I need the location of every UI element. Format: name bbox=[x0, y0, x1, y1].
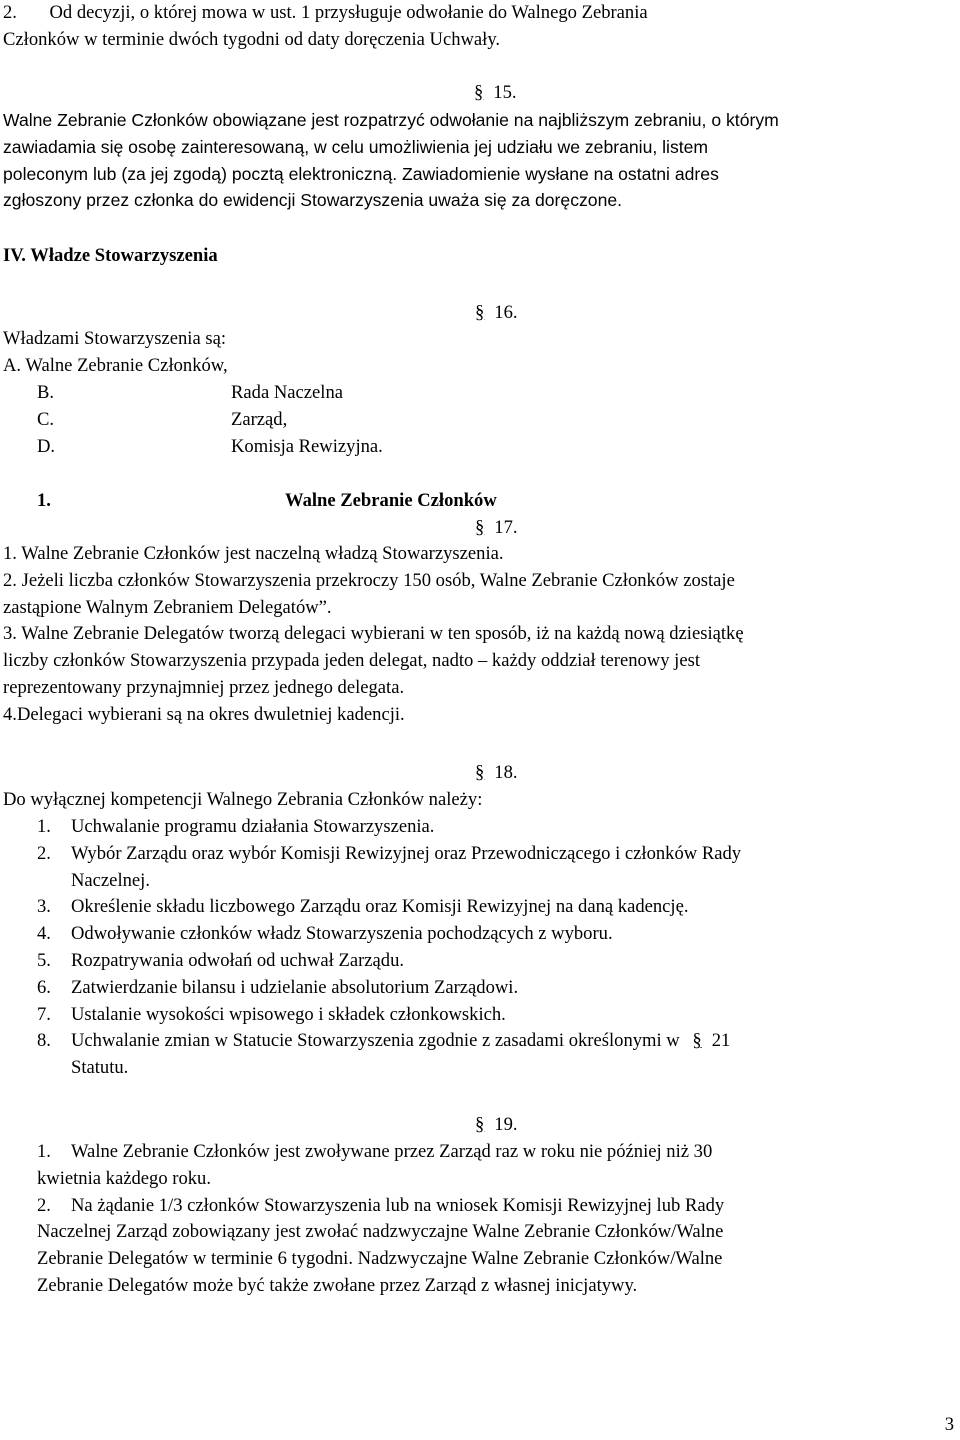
section-symbol bbox=[475, 760, 494, 787]
section-15-body bbox=[3, 107, 960, 214]
text-line: 2. Od decyzji, o której mowa w ust. 1 przysługuje odwołanie do Walnego Zebrania bbox=[3, 2, 648, 23]
section-symbol bbox=[474, 80, 493, 107]
subsection-title: Walne Zebranie Członków bbox=[285, 490, 497, 511]
item-text: Odwoływanie członków władz Stowarzyszenia pochodzących z wyboru. bbox=[71, 923, 613, 945]
paragraph-2 bbox=[3, 0, 960, 54]
item-text: Walne Zebranie Członków jest zwoływane przez Zarząd raz w roku nie później niż 30 bbox=[71, 1141, 713, 1162]
section-18-heading bbox=[475, 760, 960, 787]
section-18-intro: Do wyłącznej kompetencji Walnego Zebrania Członków należy: bbox=[3, 789, 483, 810]
section-17-heading bbox=[475, 515, 960, 542]
item-number: 7. bbox=[37, 1003, 51, 1025]
list-item bbox=[37, 841, 960, 868]
text-line: zastąpione Walnym Zebraniem Delegatów”. bbox=[3, 596, 332, 618]
item-text: Komisja Rewizyjna. bbox=[231, 436, 383, 457]
item-number: 2. bbox=[37, 842, 51, 864]
list-item bbox=[37, 921, 960, 948]
text-line: zgłoszony przez członka do ewidencji Stowarzyszenia uważa się za doręczone. bbox=[3, 190, 623, 211]
item-number: 2. bbox=[37, 1194, 51, 1216]
section-16-intro: Władzami Stowarzyszenia są: bbox=[3, 328, 227, 349]
section-17-body bbox=[3, 541, 960, 729]
section-symbol bbox=[475, 300, 494, 327]
list-item-continuation: Naczelnej Zarząd zobowiązany jest zwołać nadzwyczajne Walne Zebranie Członków/Walne bbox=[37, 1221, 724, 1243]
item-text: Zarząd, bbox=[231, 409, 288, 430]
text-line: Członków w terminie dwóch tygodni od daty doręczenia Uchwały. bbox=[3, 28, 501, 50]
section-symbol bbox=[475, 515, 494, 542]
text-line: liczby członków Stowarzyszenia przypada jeden delegat, nadto – każdy oddział terenowy jest bbox=[3, 650, 701, 672]
item-text: Rozpatrywania odwołań od uchwał Zarządu. bbox=[71, 949, 405, 971]
list-item-continuation: Zebranie Delegatów może być także zwołane przez Zarząd z własnej inicjatywy. bbox=[37, 1274, 638, 1296]
item-text: Statutu. bbox=[71, 1057, 129, 1079]
list-item bbox=[37, 948, 960, 975]
subsection-heading bbox=[37, 488, 960, 515]
section-number: 16. bbox=[494, 302, 518, 323]
list-item-continuation bbox=[37, 1055, 960, 1082]
item-text: Walne Zebranie Członków, bbox=[25, 355, 228, 376]
item-text: Wybór Zarządu oraz wybór Komisji Rewizyjnej oraz Przewodniczącego i członków Rady bbox=[71, 842, 742, 864]
item-number: 8. bbox=[37, 1030, 51, 1052]
subsection-number: 1. bbox=[37, 490, 51, 511]
item-number: 4. bbox=[37, 923, 51, 945]
authority-item bbox=[37, 434, 960, 461]
item-text: Naczelnej. bbox=[71, 869, 150, 891]
chapter-heading: IV. Władze Stowarzyszenia bbox=[3, 245, 218, 266]
list-item bbox=[37, 1002, 960, 1029]
list-item-continuation: kwietnia każdego roku. bbox=[37, 1167, 211, 1189]
competence-list bbox=[37, 814, 960, 1082]
item-text: Rada Naczelna bbox=[231, 382, 344, 403]
list-item bbox=[37, 894, 960, 921]
item-text: Uchwalanie zmian w Statucie Stowarzyszenia zgodnie z zasadami określonymi w bbox=[71, 1030, 680, 1052]
list-item bbox=[37, 1193, 960, 1220]
text-line: Walne Zebranie Członków obowiązane jest rozpatrzyć odwołanie na najbliższym zebraniu, o którym bbox=[3, 110, 779, 130]
text-line: poleconym lub (za jej zgodą) pocztą elektroniczną. Zawiadomienie wysłane na ostatni adres bbox=[3, 163, 719, 184]
item-letter: D. bbox=[37, 436, 56, 457]
authority-item bbox=[3, 353, 960, 380]
list-item bbox=[37, 814, 960, 841]
item-text: Zatwierdzanie bilansu i udzielanie absolutorium Zarządowi. bbox=[71, 976, 519, 998]
text-line: 1. Walne Zebranie Członków jest naczelną władzą Stowarzyszenia. bbox=[3, 543, 504, 564]
item-number: 1. bbox=[37, 1141, 51, 1162]
item-text: Na żądanie 1/3 członków Stowarzyszenia lub na wniosek Komisji Rewizyjnej lub Rady bbox=[71, 1194, 725, 1216]
section-reference bbox=[692, 1030, 730, 1051]
section-16-heading bbox=[475, 300, 960, 327]
list-item-continuation bbox=[37, 868, 960, 895]
section-number: 17. bbox=[494, 517, 518, 538]
item-text: Ustalanie wysokości wpisowego i składek członkowskich. bbox=[71, 1003, 506, 1025]
authority-item bbox=[37, 407, 960, 434]
section-19-body bbox=[37, 1139, 960, 1300]
item-letter: B. bbox=[37, 382, 55, 403]
item-number: 3. bbox=[37, 896, 51, 918]
section-symbol bbox=[692, 1028, 711, 1055]
section-number: 15. bbox=[493, 82, 517, 103]
text-line: 4.Delegaci wybierani są na okres dwuletniej kadencji. bbox=[3, 703, 405, 725]
list-item bbox=[37, 1139, 960, 1166]
list-item bbox=[37, 1028, 960, 1055]
item-text: Określenie składu liczbowego Zarządu oraz Komisji Rewizyjnej na daną kadencję. bbox=[71, 896, 689, 918]
item-letter: A. bbox=[3, 355, 22, 376]
list-item bbox=[37, 975, 960, 1002]
text-line: 2. Jeżeli liczba członków Stowarzyszenia przekroczy 150 osób, Walne Zebranie Członków zostaje bbox=[3, 569, 735, 591]
item-letter: C. bbox=[37, 409, 55, 430]
section-19-heading bbox=[475, 1112, 960, 1139]
item-number: 5. bbox=[37, 949, 51, 971]
text-line: reprezentowany przynajmniej przez jednego delegata. bbox=[3, 676, 405, 698]
section-symbol bbox=[475, 1112, 494, 1139]
section-number: 18. bbox=[494, 762, 518, 783]
text-line: zawiadamia się osobę zainteresowaną, w celu umożliwienia jej udziału we zebraniu, listem bbox=[3, 136, 709, 157]
item-text: Uchwalanie programu działania Stowarzyszenia. bbox=[71, 816, 435, 837]
section-number: 19. bbox=[494, 1114, 518, 1135]
page-number: 3 bbox=[944, 1414, 954, 1435]
list-item-continuation: Zebranie Delegatów w terminie 6 tygodni. Nadzwyczajne Walne Zebranie Członków/Walne bbox=[37, 1248, 723, 1270]
item-number: 6. bbox=[37, 976, 51, 998]
text-line: 3. Walne Zebranie Delegatów tworzą delegaci wybierani w ten sposób, iż na każdą nową dziesiątkę bbox=[3, 623, 744, 645]
authority-item bbox=[37, 380, 960, 407]
item-number: 1. bbox=[37, 816, 51, 837]
reference-number: 21 bbox=[711, 1030, 731, 1052]
section-15-heading bbox=[474, 80, 960, 107]
